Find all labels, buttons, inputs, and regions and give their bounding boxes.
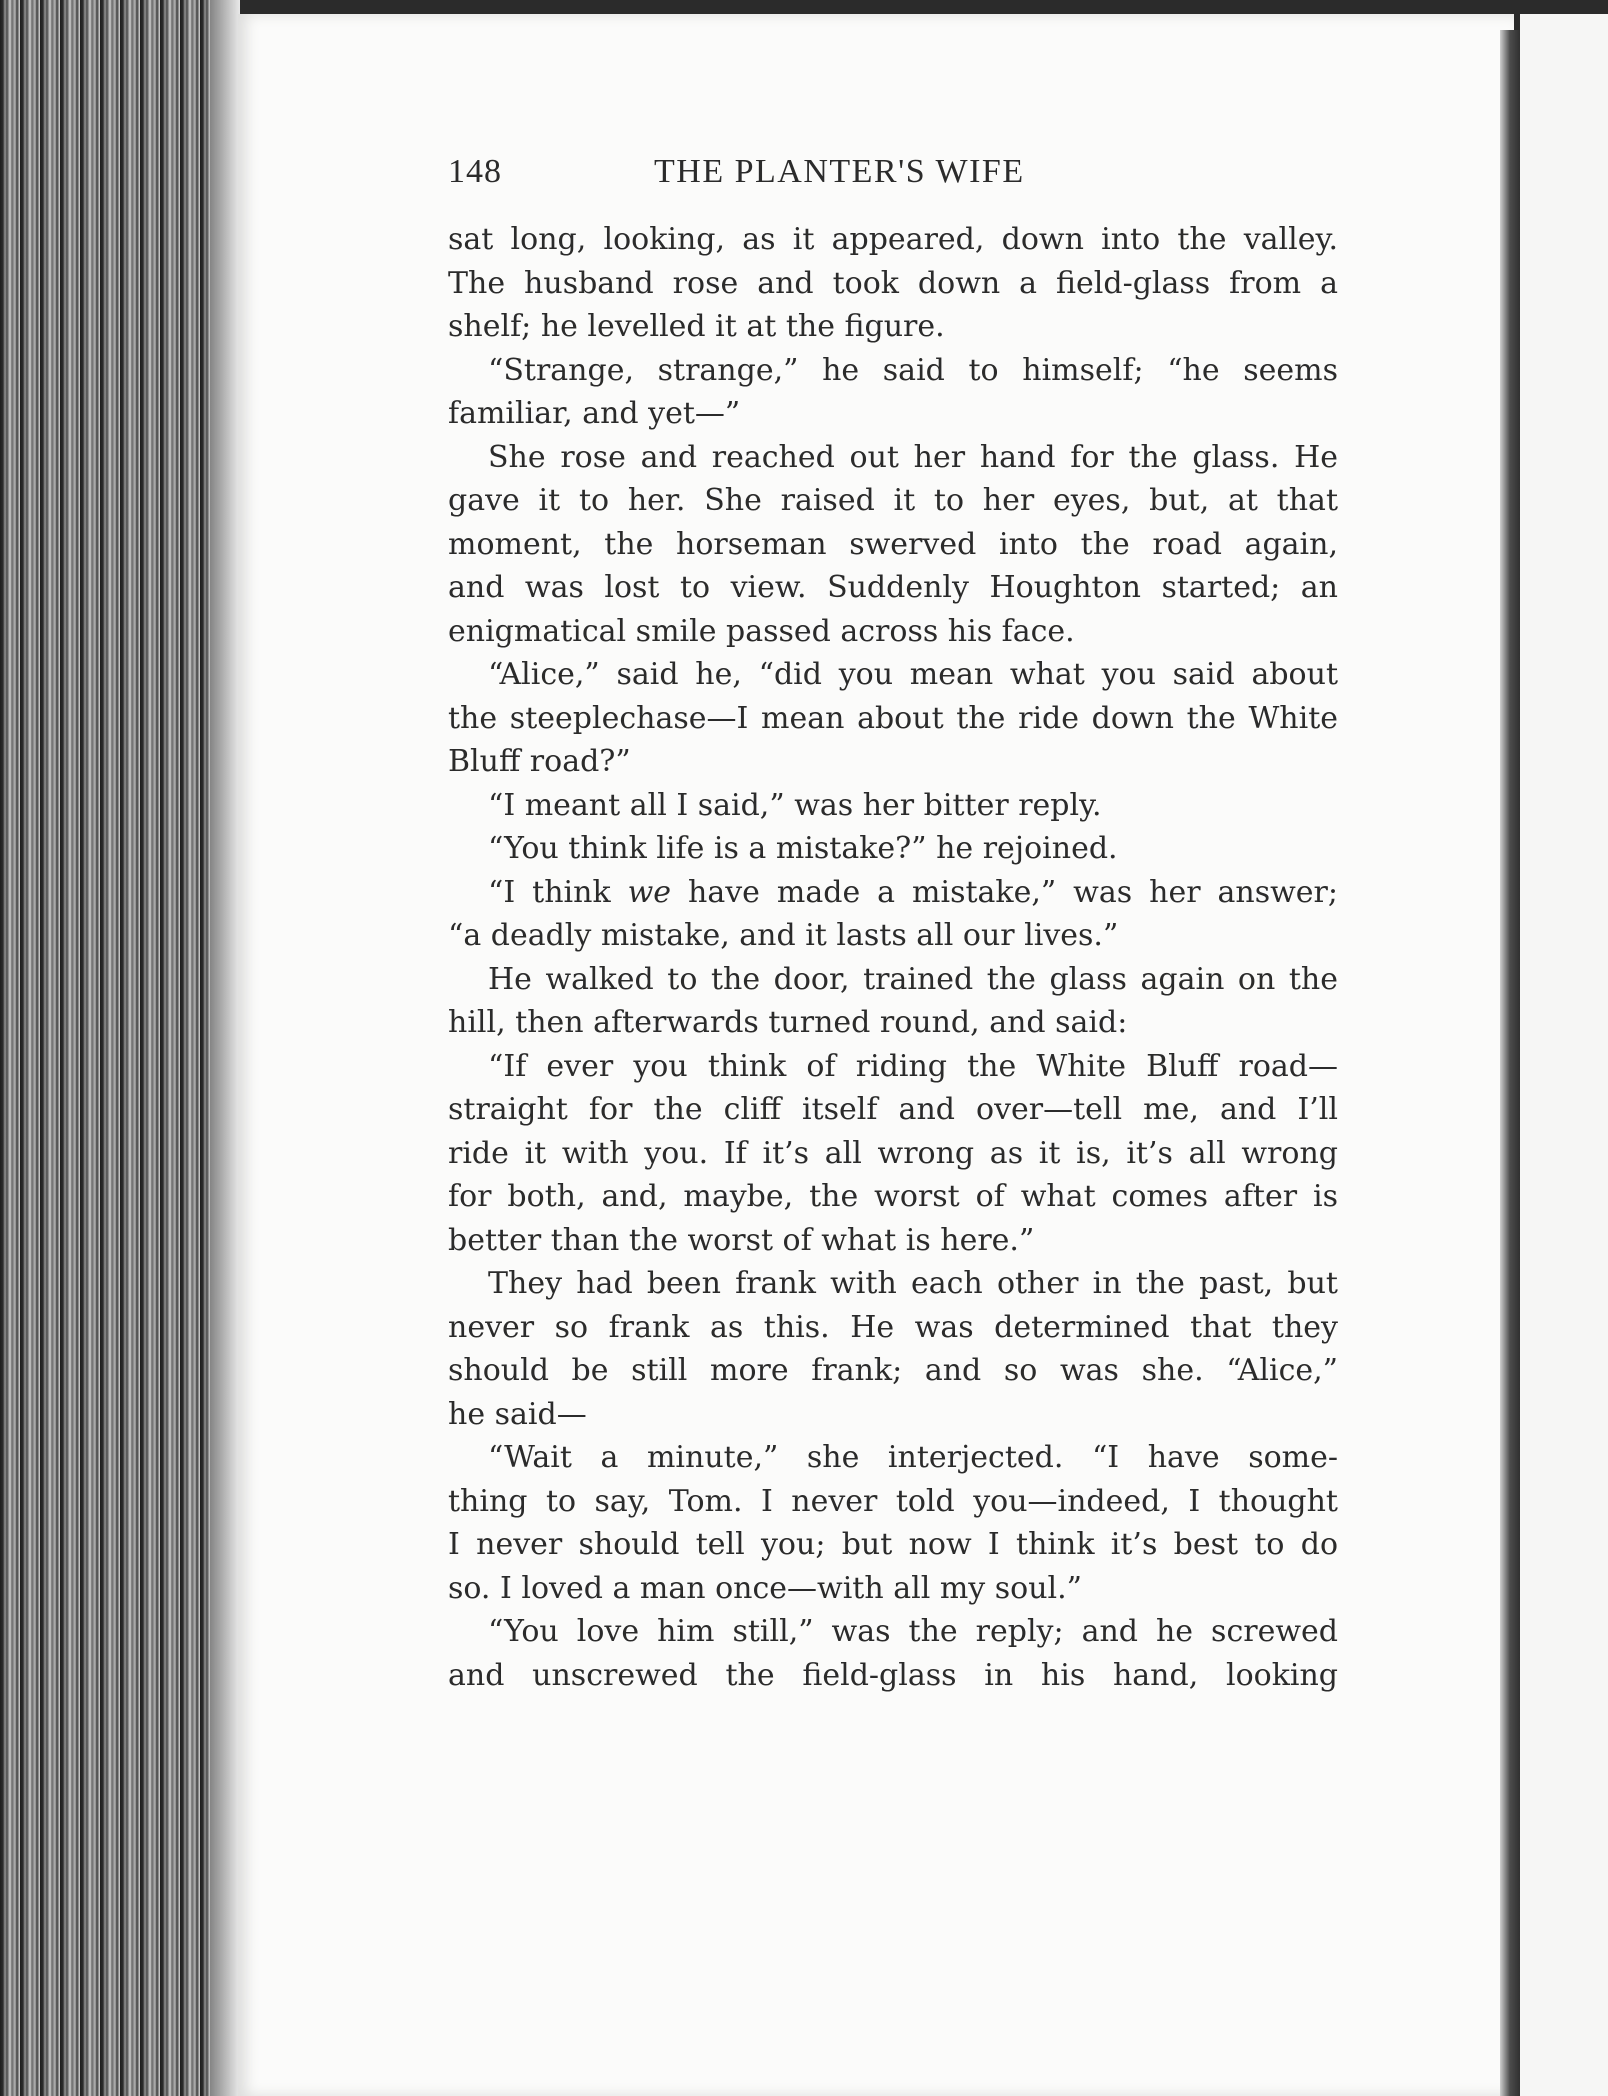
text-line: “Wait a minute,” she interjected. “I have some- (488, 1440, 1338, 1475)
text-line: should be still more frank; and so was she. “Alice,” (448, 1353, 1338, 1388)
text-line: He walked to the door, trained the glass again on the (488, 961, 1338, 997)
page-text (448, 150, 1338, 1697)
text-line: and was lost to view. Suddenly Houghton started; an (448, 570, 1338, 605)
text-line: thing to say, Tom. I never told you—indeed, I thought (448, 1483, 1338, 1519)
text-line: so. I loved a man once—with all my soul.” (448, 1570, 1083, 1606)
text-line: enigmatical smile passed across his face. (448, 613, 1075, 649)
page-header (448, 150, 1338, 210)
running-title: THE PLANTER'S WIFE (654, 153, 1025, 190)
text-line: “I meant all I said,” was her bitter reply. (488, 787, 1102, 823)
text-line: for both, and, maybe, the worst of what comes after is (448, 1179, 1338, 1214)
text-line: and unscrewed the field-glass in his hand, looking (448, 1657, 1338, 1693)
text-line: Bluff road?” (448, 744, 631, 779)
text-line: “If ever you think of riding the White Bluff road— (488, 1048, 1338, 1084)
text-line: “You think life is a mistake?” he rejoined. (488, 831, 1118, 866)
page-edges (0, 0, 240, 2096)
text-line: sat long, looking, as it appeared, down into the valley. (448, 222, 1338, 257)
text-line: shelf; he levelled it at the figure. (448, 309, 945, 344)
body-text (448, 218, 1338, 1697)
facing-page-edge (1520, 14, 1608, 2096)
text-line: the steeplechase—I mean about the ride down the White (448, 700, 1338, 736)
text-line: “a deadly mistake, and it lasts all our lives.” (448, 918, 1119, 953)
text-line: familiar, and yet—” (448, 396, 741, 431)
text-line: moment, the horseman swerved into the road again, (448, 526, 1338, 562)
text-line: never so frank as this. He was determined that they (448, 1309, 1338, 1345)
book-gutter (1500, 30, 1520, 2096)
text-line: he said— (448, 1396, 587, 1432)
scan-border (0, 0, 1608, 14)
text-line: “Strange, strange,” he said to himself; “he seems (488, 352, 1338, 388)
page-number: 148 (448, 153, 502, 190)
text-line: gave it to her. She raised it to her eyes, but, at that (448, 483, 1338, 518)
text-line: I never should tell you; but now I think it’s best to do (448, 1527, 1338, 1562)
text-line: straight for the cliff itself and over—tell me, and I’ll (448, 1092, 1338, 1127)
text-line: “You love him still,” was the reply; and he screwed (488, 1614, 1338, 1649)
text-line: “Alice,” said he, “did you mean what you said about (488, 657, 1338, 692)
text-line: The husband rose and took down a field-glass from a (448, 265, 1338, 301)
text-line: better than the worst of what is here.” (448, 1222, 1035, 1258)
text-line: They had been frank with each other in the past, but (488, 1266, 1338, 1301)
text-line: ride it with you. If it’s all wrong as it is, it’s all wrong (448, 1135, 1338, 1171)
text-line: hill, then afterwards turned round, and said: (448, 1005, 1128, 1040)
text-line: She rose and reached out her hand for the glass. He (488, 439, 1338, 475)
text-line: “I think we have made a mistake,” was her answer; (488, 874, 1338, 910)
